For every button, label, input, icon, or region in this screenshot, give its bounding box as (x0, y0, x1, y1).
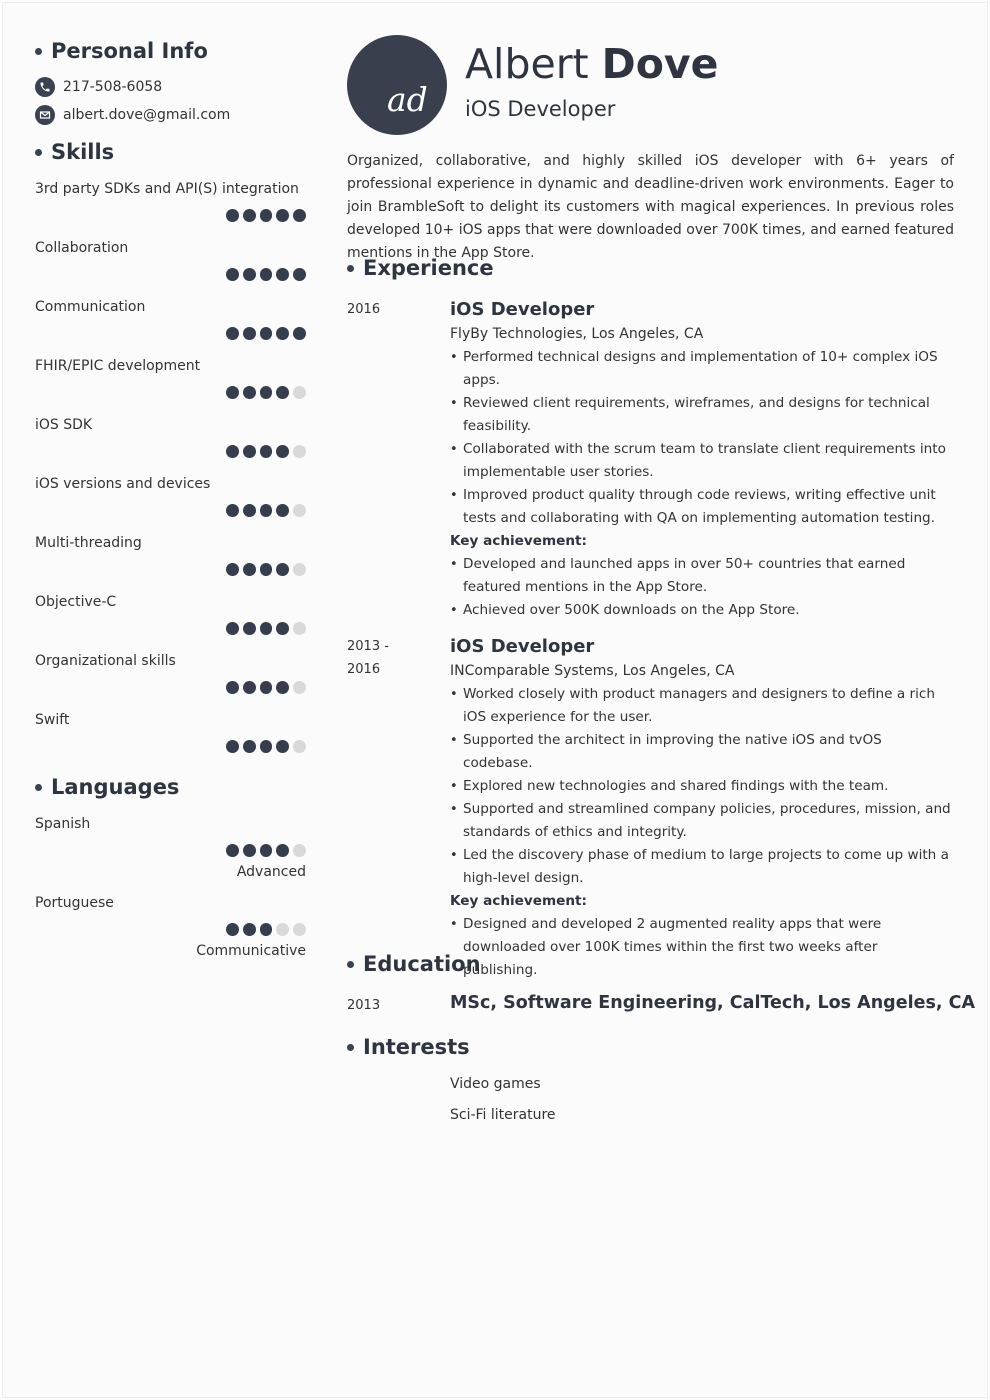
rating-dot-empty (293, 504, 306, 517)
skills-heading-text: Skills (51, 140, 115, 164)
rating-dot-filled (260, 268, 273, 281)
job-title: iOS Developer (465, 97, 616, 121)
rating-dot-empty (293, 681, 306, 694)
bullet-icon (35, 48, 42, 55)
achievements-list (450, 913, 955, 982)
skill-rating (226, 327, 306, 340)
rating-dot-filled (226, 268, 239, 281)
phone-number[interactable]: 217-508-6058 (63, 79, 163, 95)
rating-dot-filled (226, 740, 239, 753)
rating-dot-filled (276, 563, 289, 576)
list-item: • Explored new technologies and shared findings with the team. (450, 775, 955, 798)
rating-dot-filled (226, 923, 239, 936)
rating-dot-filled (260, 844, 273, 857)
bullet-icon (347, 961, 354, 968)
skill-name: 3rd party SDKs and API(S) integration (35, 181, 299, 197)
rating-dot-filled (243, 327, 256, 340)
rating-dot-filled (293, 327, 306, 340)
rating-dot-filled (260, 209, 273, 222)
education-degree: MSc, Software Engineering, CalTech, Los Angeles, CA (450, 993, 975, 1013)
rating-dot-filled (276, 268, 289, 281)
skill-name: Objective-C (35, 594, 117, 610)
languages-heading-text: Languages (51, 775, 180, 799)
rating-dot-filled (260, 504, 273, 517)
skill-name: Organizational skills (35, 653, 176, 669)
company: INComparable Systems, Los Angeles, CA (450, 663, 735, 679)
job-entry (450, 634, 955, 982)
rating-dot-filled (226, 209, 239, 222)
list-item: • Performed technical designs and implementation of 10+ complex iOS apps. (450, 346, 955, 392)
skill-name: Communication (35, 299, 146, 315)
rating-dot-filled (260, 445, 273, 458)
language-level: Advanced (236, 864, 306, 880)
rating-dot-filled (260, 386, 273, 399)
rating-dot-filled (276, 445, 289, 458)
rating-dot-filled (260, 923, 273, 936)
rating-dot-filled (243, 923, 256, 936)
skills-heading (35, 140, 114, 164)
language-rating (226, 923, 306, 936)
list-item: • Supported and streamlined company policies, procedures, mission, and standards of ethics and integrity. (450, 798, 955, 844)
rating-dot-filled (260, 563, 273, 576)
experience-heading-text: Experience (363, 256, 494, 280)
interest-item: Sci-Fi literature (450, 1107, 556, 1123)
rating-dot-filled (243, 386, 256, 399)
summary-paragraph: Organized, collaborative, and highly skilled iOS developer with 6+ years of professional experience in dynamic and deadline-driven work environments. Eager to join BrambleSoft to delight its customers with magical experiences. In previous roles developed 10+ iOS apps that were downloaded over 700K times, and earned featured mentions in the App Store. (347, 153, 954, 261)
skill-name: Multi-threading (35, 535, 142, 551)
rating-dot-filled (243, 622, 256, 635)
rating-dot-empty (293, 622, 306, 635)
rating-dot-empty (293, 563, 306, 576)
email-row (35, 105, 230, 125)
skill-name: FHIR/EPIC development (35, 358, 201, 374)
bullet-icon (347, 265, 354, 272)
rating-dot-filled (243, 445, 256, 458)
phone-row (35, 77, 162, 97)
rating-dot-filled (226, 563, 239, 576)
rating-dot-filled (276, 740, 289, 753)
list-item: • Reviewed client requirements, wireframes, and designs for technical feasibility. (450, 392, 955, 438)
rating-dot-filled (243, 740, 256, 753)
rating-dot-filled (276, 209, 289, 222)
company: FlyBy Technologies, Los Angeles, CA (450, 326, 704, 342)
list-item: • Supported the architect in improving the native iOS and tvOS codebase. (450, 729, 955, 775)
language-level: Communicative (196, 943, 306, 959)
rating-dot-filled (243, 844, 256, 857)
rating-dot-filled (226, 622, 239, 635)
rating-dot-filled (226, 844, 239, 857)
responsibilities-list (450, 683, 955, 890)
rating-dot-filled (276, 386, 289, 399)
rating-dot-filled (260, 622, 273, 635)
rating-dot-filled (226, 327, 239, 340)
skill-name: Collaboration (35, 240, 129, 256)
achievements-list (450, 553, 955, 622)
rating-dot-filled (243, 681, 256, 694)
skill-rating (226, 740, 306, 753)
list-item: • Designed and developed 2 augmented reality apps that were downloaded over 100K times within the first two weeks after publishing. (450, 913, 955, 982)
interests-heading (347, 1035, 470, 1059)
skill-rating (226, 681, 306, 694)
avatar (347, 35, 447, 135)
language-name: Portuguese (35, 895, 114, 911)
rating-dot-filled (260, 327, 273, 340)
interest-item: Video games (450, 1076, 541, 1092)
skill-rating (226, 445, 306, 458)
skill-rating (226, 504, 306, 517)
job-title: iOS Developer (450, 636, 595, 657)
personal-info-heading-text: Personal Info (51, 39, 208, 63)
rating-dot-filled (260, 681, 273, 694)
language-name: Spanish (35, 816, 91, 832)
job-date: 2016 (347, 302, 381, 317)
education-heading-text: Education (363, 952, 481, 976)
interests-heading-text: Interests (363, 1035, 470, 1059)
avatar-initials: ad (387, 80, 428, 119)
rating-dot-filled (293, 209, 306, 222)
skill-rating (226, 622, 306, 635)
key-achievement-label: Key achievement: (450, 533, 587, 549)
full-name (465, 40, 718, 88)
skill-name: iOS versions and devices (35, 476, 211, 492)
skill-name: iOS SDK (35, 417, 93, 433)
rating-dot-filled (243, 268, 256, 281)
last-name: Dove (601, 40, 719, 88)
job-entry (450, 297, 955, 622)
rating-dot-empty (293, 923, 306, 936)
rating-dot-filled (226, 445, 239, 458)
skill-rating (226, 563, 306, 576)
bullet-icon (35, 149, 42, 156)
email-icon (35, 105, 55, 125)
bullet-icon (35, 784, 42, 791)
responsibilities-list (450, 346, 955, 530)
rating-dot-empty (293, 386, 306, 399)
languages-heading (35, 775, 179, 799)
education-heading (347, 952, 481, 976)
skill-rating (226, 209, 306, 222)
list-item: • Collaborated with the scrum team to translate client requirements into implementable user stories. (450, 438, 955, 484)
personal-info-heading (35, 39, 208, 63)
list-item: • Developed and launched apps in over 50+ countries that earned featured mentions in the App Store. (450, 553, 955, 599)
rating-dot-empty (293, 740, 306, 753)
language-rating (226, 844, 306, 857)
rating-dot-filled (226, 681, 239, 694)
list-item: • Led the discovery phase of medium to large projects to come up with a high-level design. (450, 844, 955, 890)
email-address[interactable]: albert.dove@gmail.com (63, 107, 231, 123)
rating-dot-filled (276, 844, 289, 857)
rating-dot-filled (276, 622, 289, 635)
bullet-icon (347, 1044, 354, 1051)
phone-icon (35, 77, 55, 97)
rating-dot-empty (293, 445, 306, 458)
rating-dot-filled (243, 563, 256, 576)
list-item: • Achieved over 500K downloads on the App Store. (450, 599, 955, 622)
job-title: iOS Developer (450, 299, 595, 320)
rating-dot-filled (226, 504, 239, 517)
education-date: 2013 (347, 998, 381, 1013)
rating-dot-filled (260, 740, 273, 753)
rating-dot-filled (243, 504, 256, 517)
rating-dot-empty (293, 844, 306, 857)
skill-rating (226, 386, 306, 399)
rating-dot-filled (276, 681, 289, 694)
skill-name: Swift (35, 712, 70, 728)
list-item: • Improved product quality through code reviews, writing effective unit tests and collaborating with QA on implementing automation testing. (450, 484, 955, 530)
rating-dot-empty (276, 923, 289, 936)
first-name: Albert (465, 40, 589, 88)
rating-dot-filled (226, 386, 239, 399)
experience-heading (347, 256, 494, 280)
key-achievement-label: Key achievement: (450, 893, 587, 909)
rating-dot-filled (243, 209, 256, 222)
rating-dot-filled (293, 268, 306, 281)
skill-rating (226, 268, 306, 281)
rating-dot-filled (276, 327, 289, 340)
job-date: 2013 - 2016 (347, 639, 389, 677)
list-item: • Worked closely with product managers and designers to define a rich iOS experience for the user. (450, 683, 955, 729)
rating-dot-filled (276, 504, 289, 517)
